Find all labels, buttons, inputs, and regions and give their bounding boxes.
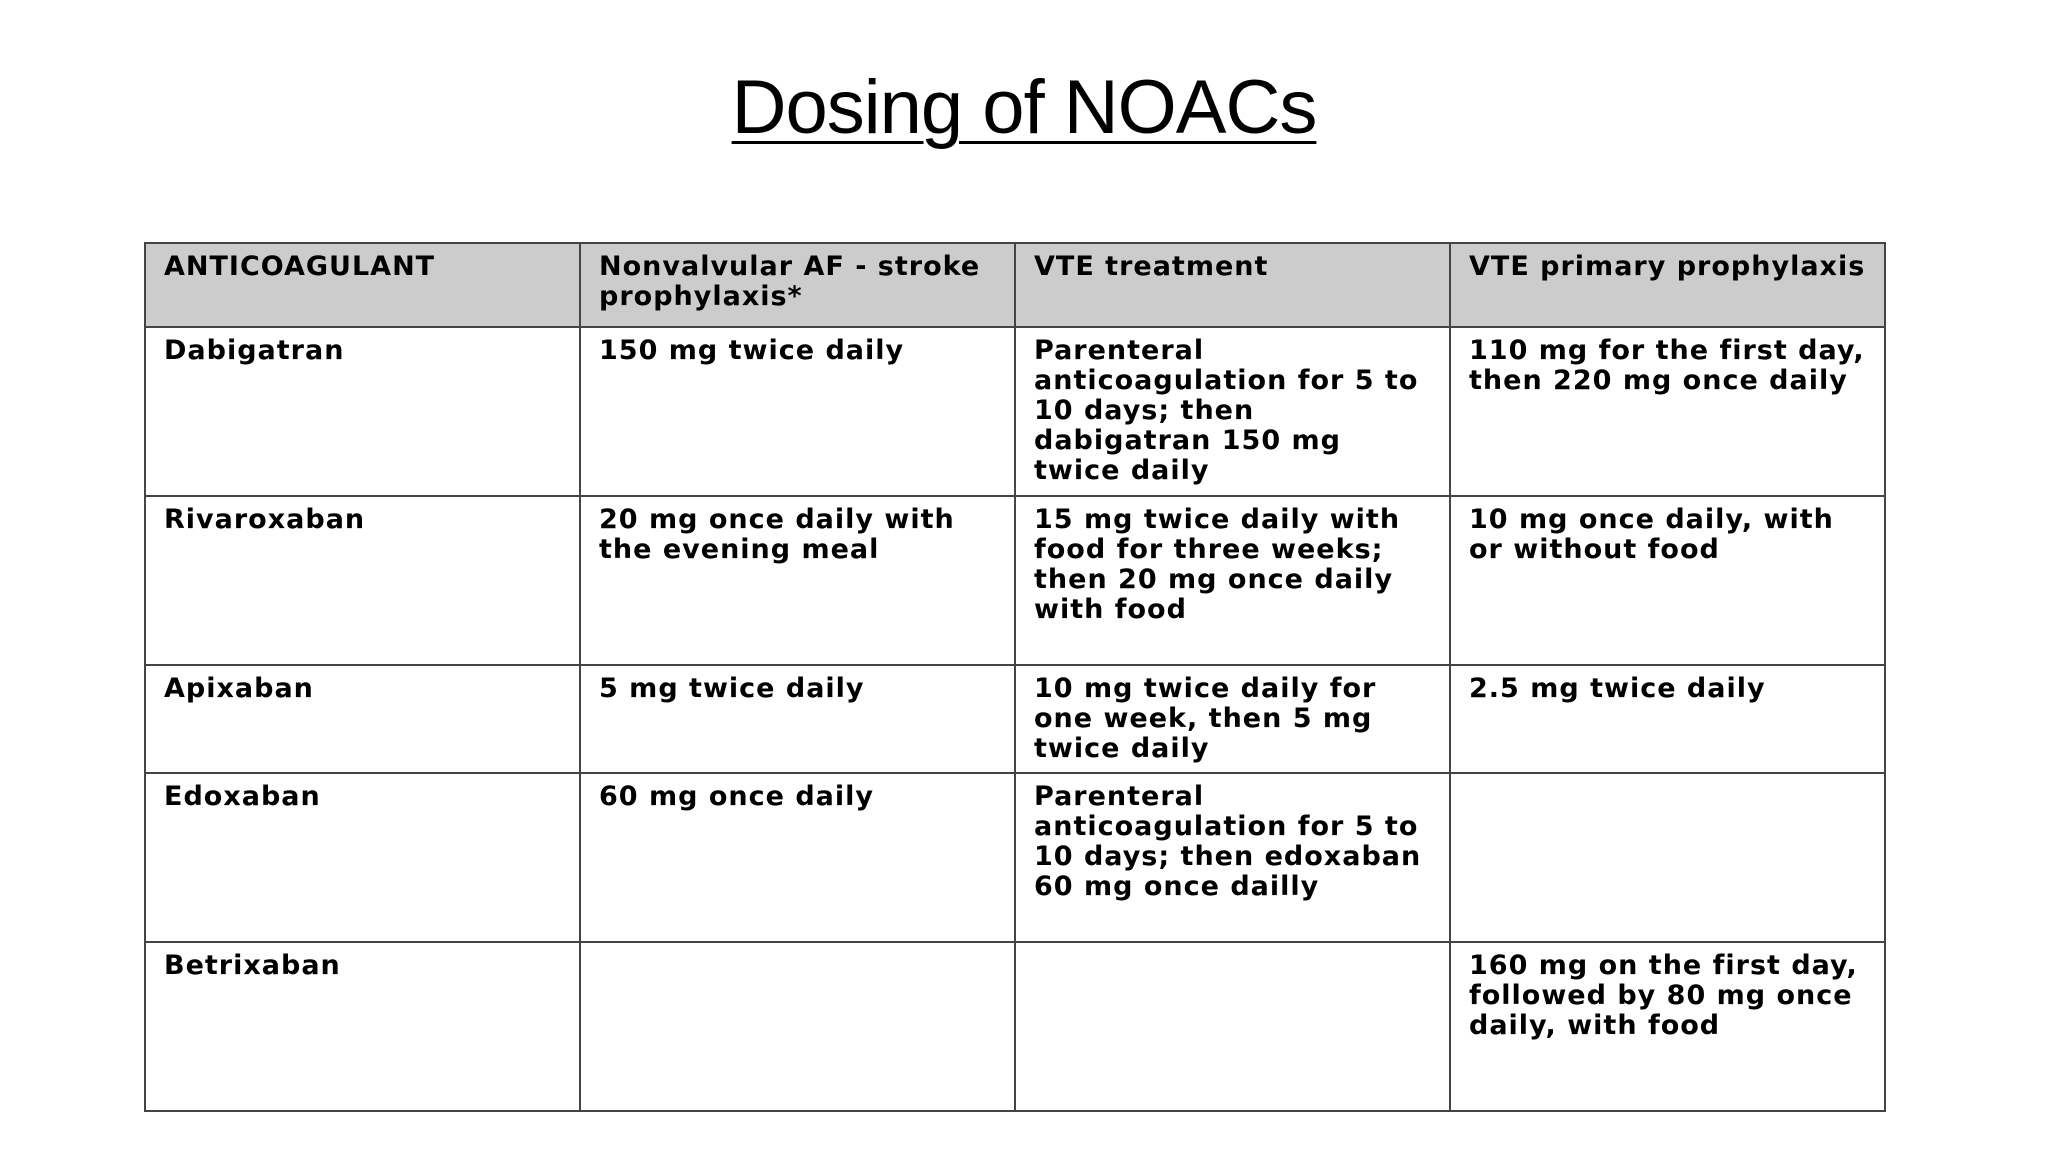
cell-vte-prophylaxis: 110 mg for the first day, then 220 mg once daily — [1450, 327, 1885, 496]
cell-drug: Edoxaban — [145, 773, 580, 942]
cell-vte-prophylaxis: 160 mg on the first day, followed by 80 mg once daily, with food — [1450, 942, 1885, 1111]
table-row-rivaroxaban — [145, 496, 1885, 665]
table-row-dabigatran — [145, 327, 1885, 496]
header-af-stroke-prophylaxis: Nonvalvular AF - stroke prophylaxis* — [580, 243, 1015, 327]
cell-vte-prophylaxis: 2.5 mg twice daily — [1450, 665, 1885, 773]
cell-drug: Dabigatran — [145, 327, 580, 496]
cell-vte-treatment: Parenteral anticoagulation for 5 to 10 days; then edoxaban 60 mg once dailly — [1015, 773, 1450, 942]
slide-title — [0, 65, 2048, 150]
cell-af — [580, 942, 1015, 1111]
slide-title-text: Dosing of NOACs — [731, 65, 1317, 150]
cell-vte-treatment: 10 mg twice daily for one week, then 5 mg twice daily — [1015, 665, 1450, 773]
cell-vte-treatment: 15 mg twice daily with food for three weeks; then 20 mg once daily with food — [1015, 496, 1450, 665]
cell-af: 150 mg twice daily — [580, 327, 1015, 496]
header-vte-treatment: VTE treatment — [1015, 243, 1450, 327]
cell-af: 5 mg twice daily — [580, 665, 1015, 773]
cell-drug: Apixaban — [145, 665, 580, 773]
cell-drug: Rivaroxaban — [145, 496, 580, 665]
cell-vte-treatment: Parenteral anticoagulation for 5 to 10 days; then dabigatran 150 mg twice daily — [1015, 327, 1450, 496]
header-anticoagulant: ANTICOAGULANT — [145, 243, 580, 327]
cell-drug: Betrixaban — [145, 942, 580, 1111]
cell-vte-prophylaxis — [1450, 773, 1885, 942]
header-vte-primary-prophylaxis: VTE primary prophylaxis — [1450, 243, 1885, 327]
cell-af: 60 mg once daily — [580, 773, 1015, 942]
table-header-row — [145, 243, 1885, 327]
cell-af: 20 mg once daily with the evening meal — [580, 496, 1015, 665]
table-row-betrixaban — [145, 942, 1885, 1111]
cell-vte-treatment — [1015, 942, 1450, 1111]
table-row-apixaban — [145, 665, 1885, 773]
table-row-edoxaban — [145, 773, 1885, 942]
cell-vte-prophylaxis: 10 mg once daily, with or without food — [1450, 496, 1885, 665]
dosing-table — [144, 242, 1886, 1112]
